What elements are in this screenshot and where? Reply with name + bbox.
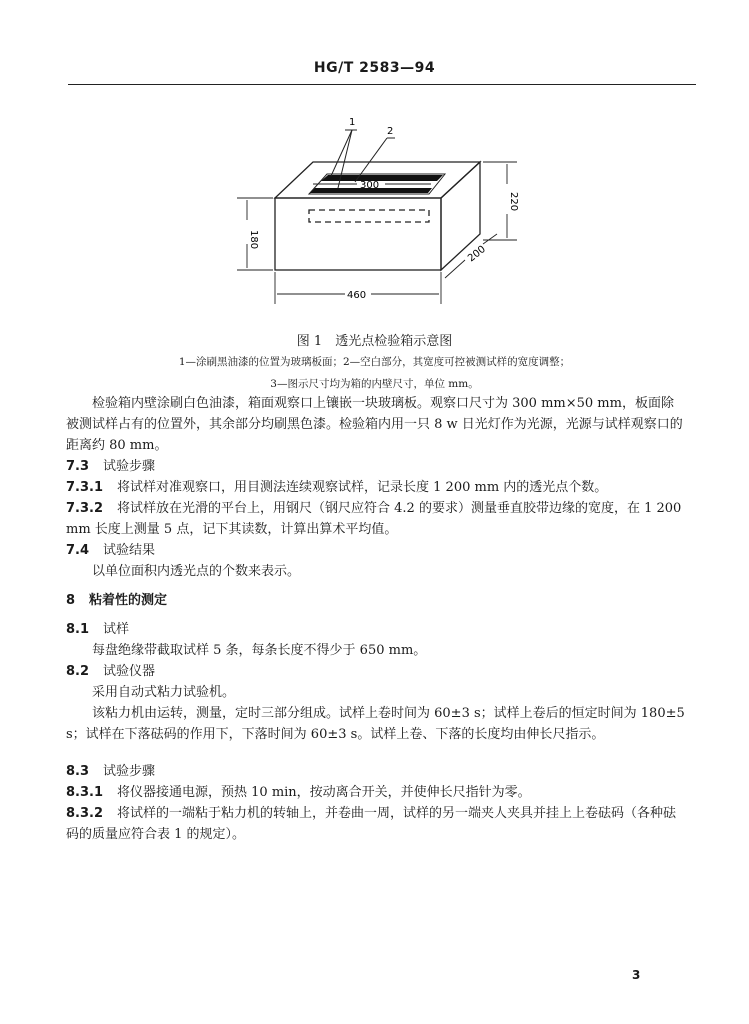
section-title: 试验步骤: [103, 764, 156, 779]
dim-220-label: 220: [508, 192, 519, 212]
section-8-1-heading: [66, 619, 129, 640]
figure-note-line2: 3—图示尺寸均为箱的内壁尺寸，单位 mm。: [270, 378, 479, 390]
dim-200-label: 200: [466, 243, 488, 265]
clause-8-3-1: [66, 782, 686, 803]
section-title: 粘着性的测定: [89, 593, 168, 608]
dim-180-label: 180: [248, 230, 259, 250]
clause-number: 7.3.2: [66, 501, 104, 516]
clause-7-3-1: [66, 477, 686, 498]
clause-text: 将仪器接通电源，预热 10 min，按动离合开关，并使伸长尺指针为零。: [117, 785, 531, 800]
section-title: 试样: [103, 622, 130, 637]
paragraph-box-description: 检验箱内壁涂刷白色油漆，箱面观察口上镶嵌一块玻璃板。观察口尺寸为 300 mm×50 mm，板面除被测试样占有的位置外，其余部分均刷黑色漆。检验箱内用一只 8 w 日光灯作为光源，光源与试样观察口的距离约 80 mm。: [66, 396, 683, 453]
clause-text: 将试样对准观察口，用目测法连续观察试样，记录长度 1 200 mm 内的透光点个数。: [117, 480, 608, 495]
section-number: 7.4: [66, 543, 90, 558]
section-number: 8: [66, 593, 76, 608]
dim-300-label: 300: [360, 180, 380, 191]
section-7-4-heading: [66, 540, 155, 561]
section-7-3-heading: [66, 456, 155, 477]
clause-number: 8.3.1: [66, 785, 104, 800]
test-box-diagram: [235, 110, 535, 320]
callout-1: 1: [349, 117, 356, 128]
black-paint-strip-upper: [321, 175, 443, 181]
callout-2: 2: [387, 126, 394, 137]
header-rule: [68, 84, 696, 85]
figure-title: 图 1 透光点检验箱示意图: [296, 334, 453, 349]
section-8-1-text: 每盘绝缘带截取试样 5 条，每条长度不得少于 650 mm。: [92, 643, 427, 658]
section-number: 7.3: [66, 459, 90, 474]
section-title: 试验仪器: [103, 664, 156, 679]
section-number: 8.2: [66, 664, 90, 679]
section-title: 试验步骤: [103, 459, 156, 474]
section-title: 试验结果: [103, 543, 156, 558]
box-front-face: [275, 198, 441, 270]
document-header-code: HG/T 2583—94: [313, 60, 436, 76]
section-number: 8.3: [66, 764, 90, 779]
clause-number: 8.3.2: [66, 806, 104, 821]
clause-number: 7.3.1: [66, 480, 104, 495]
section-8-2-heading: [66, 661, 155, 682]
clause-text: 将试样的一端粘于粘力机的转轴上，并卷曲一周，试样的另一端夹人夹具并挂上上卷砝码（各种砝码的质量应符合表 1 的规定）。: [66, 806, 677, 842]
section-number: 8.1: [66, 622, 90, 637]
figure-note-line1: 1—涂刷黑油漆的位置为玻璃板面；2—空白部分，其宽度可控被测试样的宽度调整；: [178, 356, 571, 368]
inner-dashed-outline: [309, 210, 429, 222]
section-8-2-text-1: 采用自动式粘力试验机。: [92, 685, 236, 700]
section-8-heading: [66, 590, 167, 611]
section-7-4-text: 以单位面积内透光点的个数来表示。: [92, 564, 301, 579]
section-8-3-heading: [66, 761, 155, 782]
clause-7-3-2: [66, 498, 686, 540]
clause-text: 将试样放在光滑的平台上，用钢尺（钢尺应符合 4.2 的要求）测量垂直胶带边缘的宽度，在 1 200 mm 长度上测量 5 点，记下其读数，计算出算术平均值。: [66, 501, 682, 537]
section-8-2-text-2: 该粘力机由运转，测量，定时三部分组成。试样上卷时间为 60±3 s；试样上卷后的恒定时间为 180±5 s；试样在下落砝码的作用下，下落时间为 60±3 s。试样上卷、下落的长度均由伸长尺指示。: [66, 706, 685, 742]
page-number: 3: [632, 968, 641, 982]
dim-460-label: 460: [347, 290, 367, 301]
clause-8-3-2: [66, 803, 686, 845]
